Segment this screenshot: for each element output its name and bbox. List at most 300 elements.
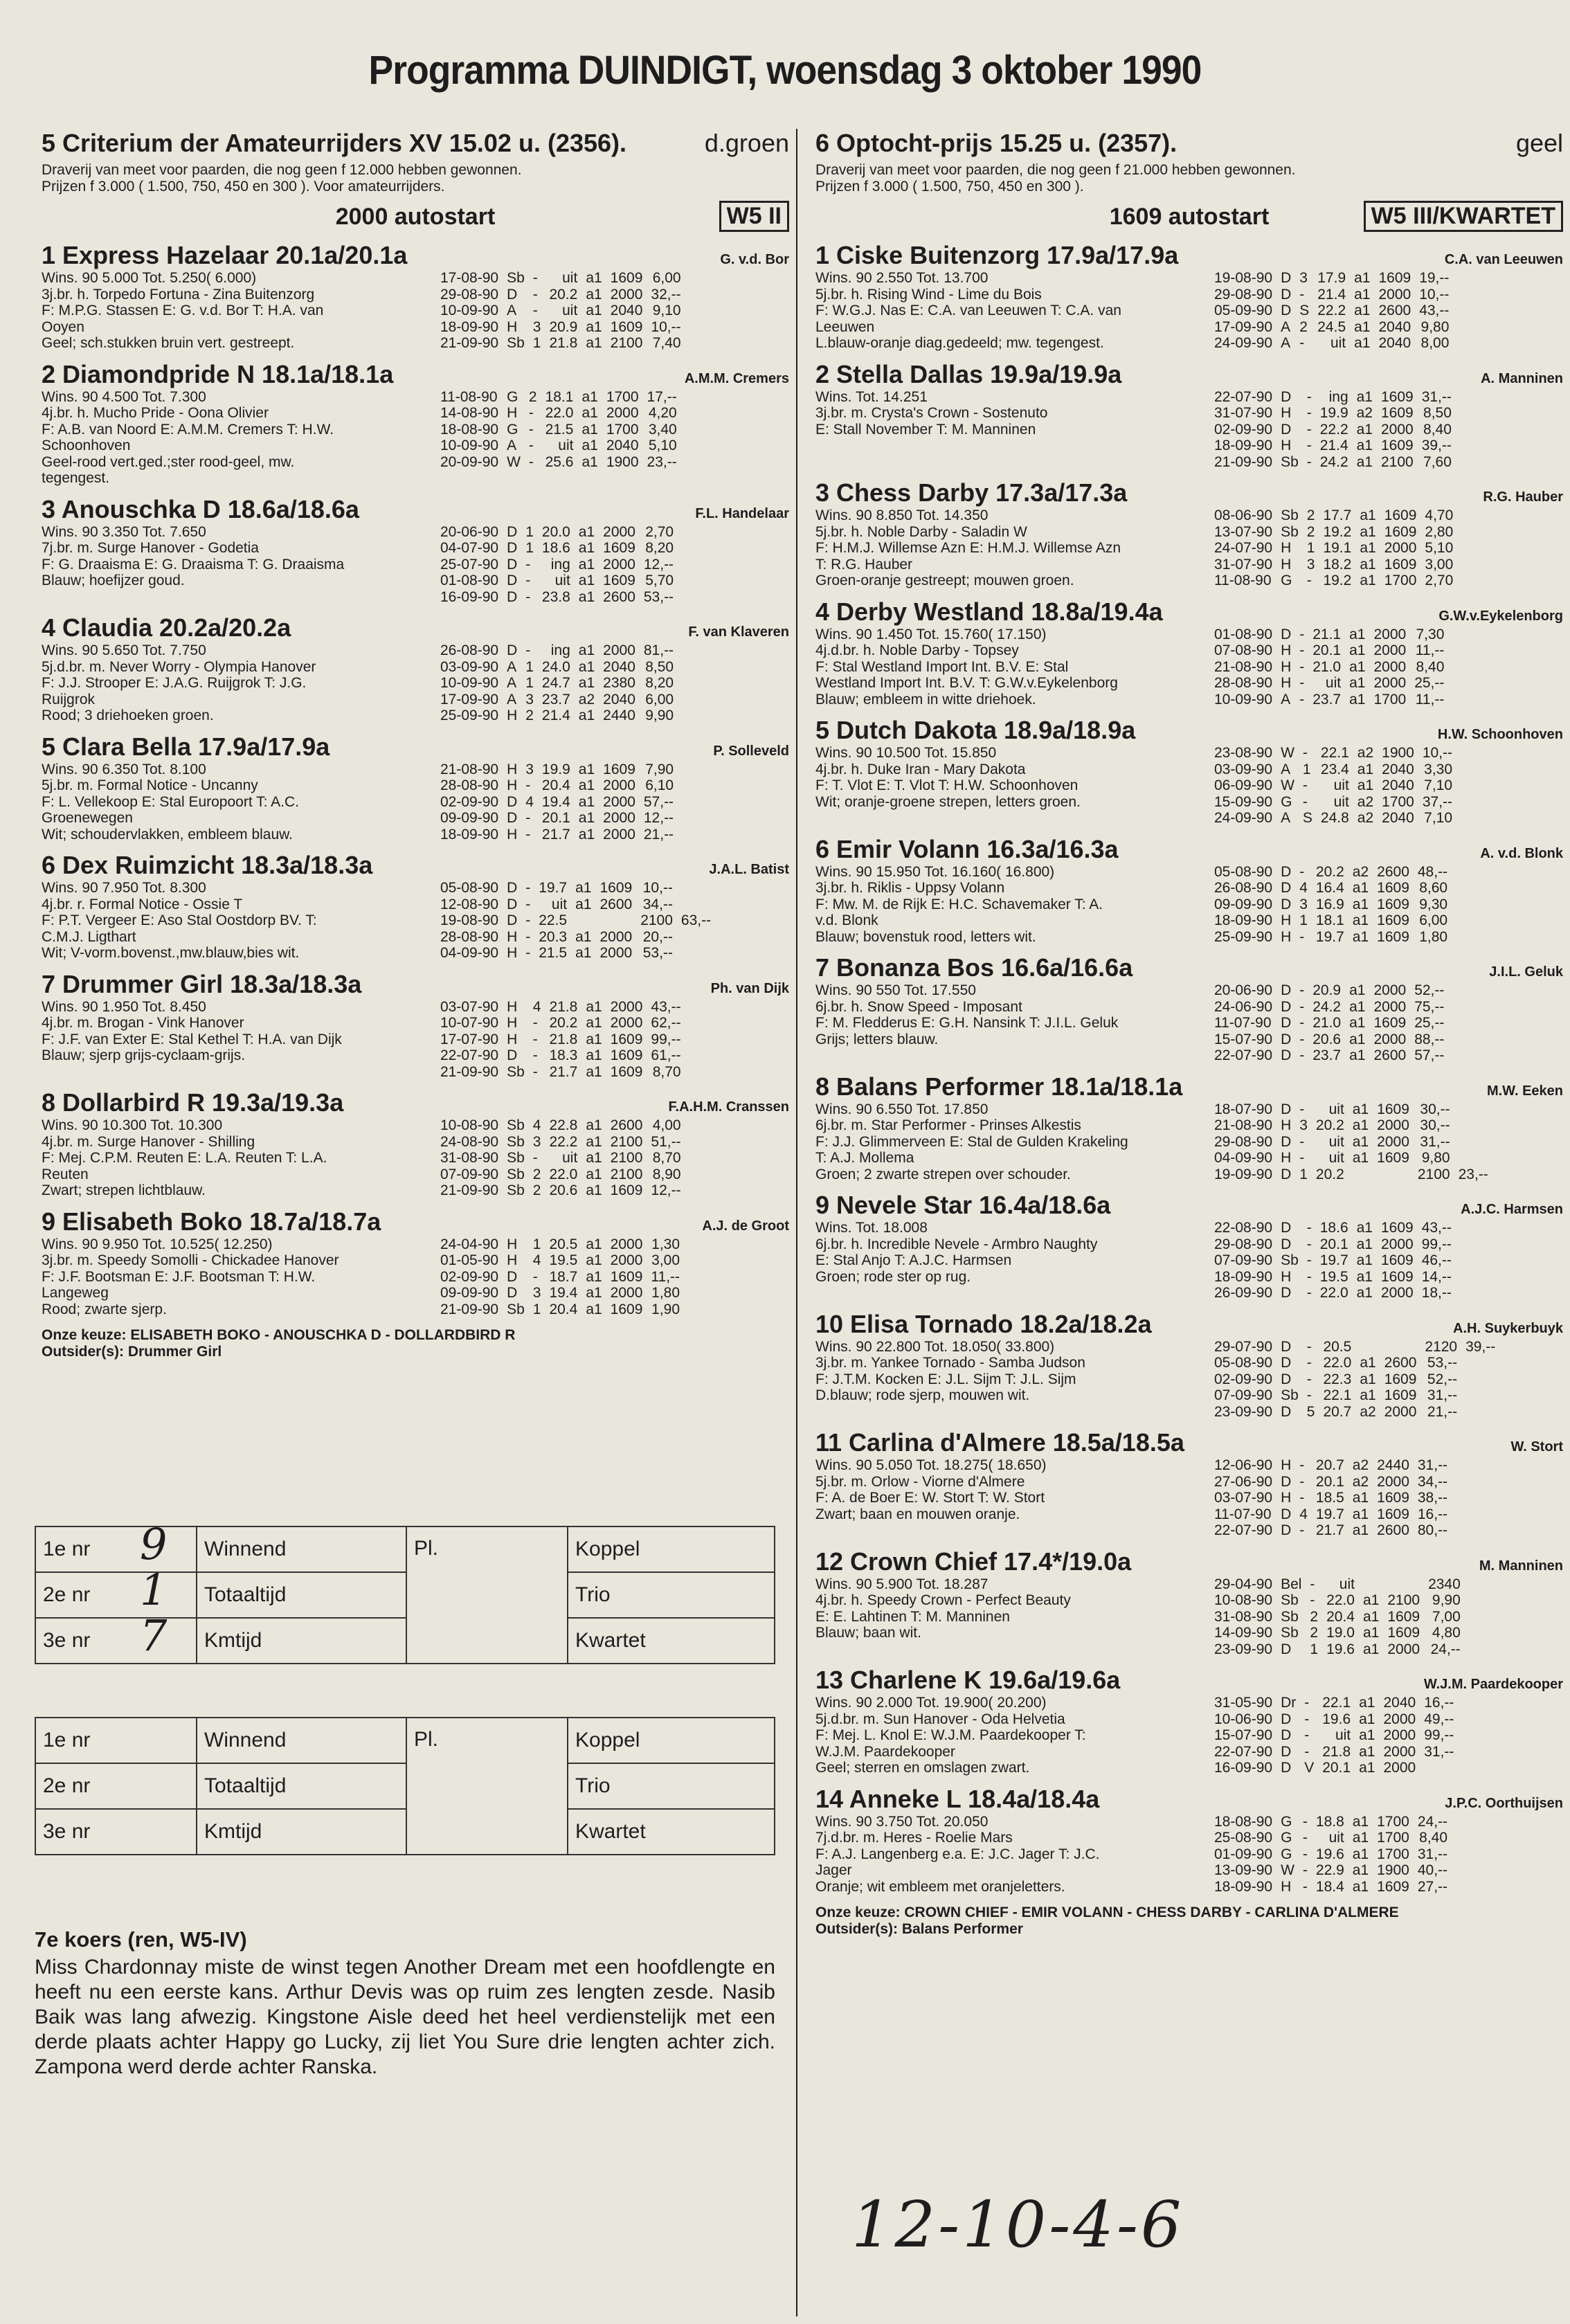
result-cell: 2000 (1384, 1403, 1417, 1420)
result-cell: a1 (1352, 912, 1369, 928)
result-cell: 99,-- (651, 1031, 681, 1047)
result-cell: 1 (1310, 1641, 1319, 1657)
result-cell: 1609 (1377, 1490, 1409, 1506)
result-cell: 1609 (1377, 1101, 1409, 1117)
result-cell: D (1281, 1220, 1292, 1236)
result-cell: 23-09-90 (1214, 1641, 1273, 1657)
result-cell: 9,90 (1432, 1592, 1461, 1608)
result-row (1210, 1641, 1473, 1658)
horse-info (42, 642, 436, 724)
result-cell: 2000 (1383, 1727, 1416, 1743)
result-cell: - (1304, 1695, 1310, 1711)
horse-name: 11 Carlina d'Almere 18.5a/18.5a (815, 1428, 1184, 1457)
result-cell: a1 (1356, 1252, 1373, 1268)
horse-info-line: 4j.d.br. h. Noble Darby - Topsey (815, 642, 1019, 658)
result-cell: A (1281, 810, 1291, 826)
result-row (436, 880, 715, 897)
result-cell: a2 (1357, 810, 1374, 826)
horse-entry (815, 1428, 1563, 1539)
result-cell: - (1306, 1220, 1312, 1236)
result-cell: 2000 (603, 523, 635, 540)
result-cell: - (1299, 1522, 1305, 1538)
result-cell: 2100 (610, 335, 643, 351)
result-cell: 1 (525, 675, 534, 691)
result-cell: 24.0 (541, 658, 570, 675)
result-cell: 7,00 (1432, 1608, 1461, 1625)
result-row (436, 573, 678, 589)
horse-info (815, 627, 1210, 708)
result-cell: a1 (586, 270, 602, 286)
result-cell: - (1306, 573, 1312, 588)
bet-nr-label: 1e nr (43, 1729, 91, 1751)
result-cell: 3 (1299, 1117, 1308, 1133)
horse-info-line: 3j.br. h. Riklis - Uppsy Volann (815, 880, 1005, 896)
result-cell: 1609 (603, 761, 635, 777)
horse-info-line: F: A. de Boer E: W. Stort T: W. Stort (815, 1490, 1045, 1506)
result-cell: a1 (1352, 1522, 1369, 1538)
result-cell: 21.5 (539, 945, 568, 961)
result-cell: a1 (578, 523, 595, 540)
trainer-name: R.G. Hauber (1483, 489, 1563, 505)
result-cell: Sb (507, 1182, 525, 1198)
result-cell: - (1299, 1031, 1305, 1047)
result-cell: 2000 (603, 826, 635, 843)
result-cell: 22.2 (1319, 421, 1348, 438)
result-row (436, 454, 681, 471)
result-cell: 1609 (1377, 928, 1409, 945)
result-cell: D (1281, 1522, 1292, 1538)
horse-info-line: W.J.M. Paardekooper (815, 1743, 955, 1760)
horse-header (42, 732, 789, 762)
horse-info-line: F: L. Vellekoop E: Stal Europoort T: A.C. (42, 793, 299, 810)
result-cell: D (507, 556, 518, 573)
horse-info-line: Geel-rood vert.ged.;ster rood-geel, mw. (42, 453, 295, 470)
result-cell: - (1299, 1015, 1305, 1031)
trainer-name: P. Solleveld (713, 743, 789, 759)
result-cell: 1 (532, 1301, 541, 1317)
result-row (1210, 897, 1452, 913)
result-cell: 1 (532, 335, 541, 351)
bet-nr-cell (35, 1718, 197, 1763)
result-cell: 75,-- (1414, 998, 1445, 1015)
horse-info-line: Wit; oranje-groene strepen, letters groen. (815, 793, 1081, 810)
result-row (1210, 1522, 1452, 1539)
result-cell: 19-08-90 (440, 912, 499, 928)
results-table (436, 524, 789, 606)
result-cell: a1 (586, 318, 602, 335)
result-cell: H (507, 1236, 518, 1252)
horse-info (815, 1101, 1210, 1183)
result-cell: a1 (1360, 507, 1376, 523)
result-cell: 28-08-90 (440, 777, 499, 793)
result-cell (595, 912, 636, 929)
result-cell: Sb (507, 1117, 525, 1133)
results-grid (1210, 1814, 1452, 1895)
results-grid (1210, 389, 1456, 471)
result-cell: a1 (575, 945, 592, 961)
result-cell: 3,30 (1424, 761, 1453, 777)
horse-info-line: F: M.P.G. Stassen E: G. v.d. Bor T: H.A. van (42, 303, 324, 318)
result-cell: 20-09-90 (440, 453, 499, 470)
result-cell: H (1281, 928, 1292, 945)
result-row (436, 287, 685, 303)
result-cell: 20.2 (549, 286, 578, 303)
result-cell: H (507, 318, 518, 335)
horse-info-line: Leeuwen (815, 318, 875, 335)
result-row (1210, 864, 1452, 881)
result-row (436, 589, 678, 606)
horse-info-line: 6j.br. h. Snow Speed - Imposant (815, 998, 1022, 1015)
horse-info-line: Groen; 2 zwarte strepen over schouder. (815, 1166, 1071, 1182)
result-cell: 1609 (610, 1047, 643, 1063)
result-cell: 25-09-90 (1214, 928, 1273, 945)
result-cell: - (1306, 453, 1312, 470)
result-cell: D (1281, 388, 1292, 405)
result-cell: D (507, 588, 518, 605)
result-cell: a1 (575, 928, 592, 945)
result-cell: 2000 (1373, 1031, 1407, 1047)
result-cell: A (1281, 691, 1291, 708)
trainer-name: J.I.L. Geluk (1489, 964, 1563, 980)
result-cell: a1 (586, 1236, 602, 1252)
results-grid (1210, 745, 1456, 827)
result-cell: 28-08-90 (1214, 675, 1273, 691)
result-cell: D (1281, 1047, 1292, 1063)
horse-info (815, 389, 1210, 471)
result-cell: 17-09-90 (1214, 318, 1273, 335)
result-cell: 18.1 (1315, 912, 1344, 928)
result-row (1210, 1150, 1492, 1166)
outsider-text: Outsider(s): Balans Performer (815, 1921, 1023, 1937)
result-cell: 1700 (1384, 573, 1417, 588)
result-cell: 12,-- (643, 810, 674, 826)
horse-info (815, 864, 1210, 946)
result-cell: uit (1330, 335, 1346, 351)
bet-row (35, 1809, 775, 1855)
horse-info-line: Wins. 90 3.350 Tot. 7.650 (42, 523, 206, 540)
result-cell: a1 (1349, 658, 1366, 675)
result-row (1210, 675, 1448, 692)
bet-nr-cell (35, 1809, 197, 1855)
result-cell: - (1306, 405, 1312, 421)
result-cell: 9,90 (645, 708, 674, 723)
result-cell: - (1299, 626, 1305, 642)
result-cell: 10-07-90 (440, 1015, 499, 1031)
result-cell: 21.1 (1312, 626, 1342, 642)
result-cell: D (507, 810, 518, 826)
result-cell: 40,-- (1417, 1862, 1448, 1878)
result-cell: a1 (1360, 1355, 1376, 1371)
horse-info (815, 1695, 1210, 1776)
horse-info-line: Groenewegen (42, 810, 133, 826)
result-cell: H (507, 1252, 518, 1268)
horse-info-line: Geel; sch.stukken bruin vert. gestreept. (42, 335, 295, 351)
result-cell: 24.7 (541, 675, 570, 691)
result-cell: 2 (525, 708, 534, 723)
result-cell: 18,-- (1421, 1285, 1452, 1301)
result-cell: - (1306, 1268, 1312, 1285)
result-cell: - (525, 777, 531, 793)
result-cell: 27,-- (1417, 1878, 1448, 1895)
result-row (1210, 810, 1456, 827)
horse-info-line: 5j.br. m. Orlow - Viorne d'Almere (815, 1473, 1025, 1490)
result-cell: a1 (1352, 1813, 1369, 1830)
result-cell: 21.7 (1315, 1522, 1344, 1538)
horse-info-line: Wins. 90 5.050 Tot. 18.275( 18.650) (815, 1457, 1047, 1473)
result-cell: - (525, 896, 531, 912)
result-cell: a1 (1349, 1015, 1366, 1031)
result-cell: 18-09-90 (440, 318, 499, 335)
result-cell: 10,-- (1419, 286, 1450, 303)
horse-info-line: F: A.B. van Noord E: A.M.M. Cremers T: H.W. (42, 421, 334, 438)
result-cell: a1 (586, 1047, 602, 1063)
result-cell: 03-09-90 (1214, 761, 1273, 777)
result-cell: 2040 (1378, 318, 1411, 335)
race-desc-line: Draverij van meet voor paarden, die nog geen f 21.000 hebben gewonnen. (815, 162, 1296, 178)
horse-name: 8 Balans Performer 18.1a/18.1a (815, 1072, 1183, 1101)
results-grid (1210, 1101, 1492, 1183)
result-cell: 5,10 (648, 438, 677, 453)
horse-header (815, 716, 1563, 745)
result-row (1210, 1576, 1473, 1593)
result-cell: D (1281, 303, 1292, 318)
result-cell: uit (1333, 777, 1349, 793)
result-cell: 31-08-90 (440, 1150, 499, 1166)
result-cell: 1609 (1377, 1878, 1409, 1895)
result-cell: Sb (1281, 1625, 1299, 1641)
result-cell: G (1281, 1846, 1292, 1862)
result-cell: 1 (532, 1236, 541, 1252)
bet-type-cell: Kwartet (568, 1618, 775, 1664)
horse-info-line: Wins. 90 2.000 Tot. 19.900( 20.200) (815, 1695, 1047, 1711)
result-cell: 1 (525, 658, 534, 675)
result-cell: 2100 (1417, 1166, 1450, 1182)
result-row (1210, 507, 1457, 524)
result-cell: 2600 (1377, 1522, 1409, 1538)
result-cell: 19.0 (1326, 1625, 1355, 1641)
result-cell: 2100 (1380, 453, 1414, 470)
result-row (1210, 1846, 1452, 1863)
result-cell: uit (1328, 1150, 1344, 1166)
start-row (42, 198, 789, 233)
result-cell: 1609 (1377, 912, 1409, 928)
result-cell: 1609 (1384, 556, 1417, 573)
race-description (815, 162, 1563, 195)
result-cell: 20.6 (549, 1182, 578, 1198)
result-cell: a1 (1352, 1150, 1369, 1166)
horse-info-line: Rood; 3 driehoeken groen. (42, 708, 214, 723)
result-cell: a1 (586, 1301, 602, 1317)
result-cell: Sb (1281, 1608, 1299, 1625)
result-cell: 06-09-90 (1214, 777, 1273, 793)
result-cell: 6,00 (652, 270, 681, 286)
result-cell: 7,40 (652, 335, 681, 351)
result-row (1210, 335, 1453, 352)
result-cell: 2000 (599, 928, 633, 945)
horse-name: 4 Claudia 20.2a/20.2a (42, 613, 291, 642)
result-row (1210, 1355, 1499, 1371)
result-cell: 8,60 (1419, 880, 1448, 896)
our-choice (42, 1327, 789, 1360)
horse-info-line: Wins. 90 4.500 Tot. 7.300 (42, 388, 206, 405)
result-cell: 29-08-90 (1214, 1133, 1273, 1150)
horse-body (815, 1695, 1563, 1776)
result-cell: a1 (1356, 1268, 1373, 1285)
results-grid (1210, 1457, 1452, 1539)
result-cell: - (1299, 928, 1305, 945)
horse-name: 7 Bonanza Bos 16.6a/16.6a (815, 953, 1133, 982)
result-cell: 8,20 (645, 540, 674, 556)
result-row (1210, 389, 1456, 406)
result-cell: 1900 (1382, 745, 1414, 761)
horse-info (815, 1220, 1210, 1301)
result-cell: 5,70 (645, 573, 674, 588)
result-cell: 18-08-90 (1214, 1813, 1273, 1830)
result-cell: 21.8 (1322, 1743, 1351, 1760)
horse-info-line: Groen-oranje gestreept; mouwen groen. (815, 573, 1074, 588)
result-cell: 21.5 (545, 421, 574, 438)
result-cell: 2000 (1378, 286, 1411, 303)
result-row (1210, 880, 1452, 897)
trainer-name: G. v.d. Bor (720, 252, 789, 267)
result-cell: a2 (1352, 1473, 1369, 1490)
result-row (436, 999, 685, 1016)
result-row (1210, 762, 1456, 778)
result-cell: - (1299, 675, 1305, 691)
horse-info (815, 982, 1210, 1064)
result-cell: 2 (1306, 523, 1315, 540)
results-table (436, 762, 789, 843)
result-cell: a1 (1352, 880, 1369, 896)
horse-info-line: Reuten (42, 1166, 89, 1182)
result-cell: A (507, 658, 517, 675)
result-cell: 3 (532, 318, 541, 335)
result-cell: 21.8 (549, 335, 578, 351)
result-cell: 31,-- (1417, 1846, 1448, 1862)
result-cell: 52,-- (1427, 1371, 1458, 1387)
result-cell: 1609 (1380, 388, 1414, 405)
result-cell: 49,-- (1424, 1711, 1454, 1727)
result-cell: a1 (578, 810, 595, 826)
result-cell: 23-09-90 (1214, 1403, 1273, 1420)
result-row (1210, 1117, 1492, 1134)
horse-info-line: F: A.J. Langenberg e.a. E: J.C. Jager T: J.C. (815, 1846, 1100, 1862)
result-cell (1465, 1576, 1473, 1593)
result-cell: 24-04-90 (440, 1236, 499, 1252)
result-cell: 2000 (1384, 540, 1417, 556)
result-cell: a1 (1354, 286, 1371, 303)
result-cell: 81,-- (643, 642, 674, 658)
horse-entry (42, 1088, 789, 1199)
result-row (1210, 1032, 1448, 1048)
result-cell: 2000 (1373, 658, 1407, 675)
result-cell: a1 (578, 793, 595, 810)
result-cell: 22-07-90 (1214, 1047, 1273, 1063)
result-cell: A (507, 438, 517, 453)
result-cell: 3 (532, 1285, 541, 1301)
horse-info-line: Wins. Tot. 14.251 (815, 388, 928, 405)
result-cell: 19,-- (1419, 270, 1450, 286)
result-cell: 13-09-90 (1214, 1862, 1273, 1878)
result-cell: 1609 (610, 318, 643, 335)
result-cell: 18-08-90 (440, 421, 499, 438)
horse-info-line: Grijs; letters blauw. (815, 1031, 939, 1047)
horse-info-line: Wins. 90 22.800 Tot. 18.050( 33.800) (815, 1338, 1055, 1355)
horse-info-line: 4j.br. h. Mucho Pride - Oona Olivier (42, 405, 269, 421)
result-cell: 24.5 (1317, 318, 1346, 335)
result-cell: H (507, 761, 518, 777)
horse-info-line: Wins. 90 550 Tot. 17.550 (815, 982, 976, 998)
results-table (436, 1236, 789, 1318)
result-cell: a1 (578, 777, 595, 793)
result-cell: - (1302, 777, 1308, 793)
bet-form-1 (35, 1519, 775, 1664)
horse-info-line: 4j.br. m. Surge Hanover - Shilling (42, 1133, 255, 1150)
result-cell: 22.1 (1320, 745, 1349, 761)
results-grid (436, 762, 678, 843)
result-cell: - (1299, 691, 1305, 708)
result-cell: a1 (1360, 523, 1376, 540)
result-cell: 22-07-90 (1214, 388, 1273, 405)
bet-type-cell: Trio (568, 1763, 775, 1809)
result-row (436, 659, 678, 676)
result-row (1210, 1101, 1492, 1118)
result-cell: 03-07-90 (440, 998, 499, 1015)
result-cell: A (507, 303, 517, 318)
result-cell: A (507, 691, 517, 708)
result-cell: 01-09-90 (1214, 1846, 1273, 1862)
result-cell: 02-09-90 (1214, 421, 1273, 438)
result-cell: 4 (1299, 880, 1308, 896)
result-cell: 12-08-90 (440, 896, 499, 912)
horse-name: 6 Emir Volann 16.3a/16.3a (815, 834, 1119, 863)
result-cell: 18-09-90 (1214, 1878, 1273, 1895)
result-cell: 1,90 (651, 1301, 680, 1317)
horse-info-line: Schoonhoven (42, 438, 131, 453)
result-cell: 2000 (610, 1236, 643, 1252)
result-cell: D (1281, 1031, 1292, 1047)
horse-name: 10 Elisa Tornado 18.2a/18.2a (815, 1309, 1152, 1338)
result-cell: 2100 (1387, 1592, 1420, 1608)
result-cell: 4 (532, 998, 541, 1015)
horse-info-line: Wins. 90 10.500 Tot. 15.850 (815, 745, 997, 761)
result-cell: 29-07-90 (1214, 1338, 1273, 1355)
result-row (1210, 1830, 1452, 1846)
result-cell: 23.7 (1312, 1047, 1342, 1063)
horse-body (815, 1576, 1563, 1658)
horse-info-line: Geel; sterren en omslagen zwart. (815, 1760, 1030, 1776)
result-cell: G (507, 421, 518, 438)
result-cell: - (1304, 1727, 1310, 1743)
result-cell: 3 (1306, 556, 1315, 573)
result-cell (1373, 1166, 1414, 1183)
result-cell: 11-07-90 (1214, 1015, 1272, 1031)
result-cell: 30,-- (1420, 1117, 1450, 1133)
result-cell: a1 (1352, 1490, 1369, 1506)
results-table (436, 880, 789, 962)
result-cell: 17-09-90 (440, 691, 499, 708)
result-cell: 19.2 (1323, 523, 1352, 540)
result-cell: D (1281, 896, 1292, 912)
result-cell: 09-09-90 (1214, 896, 1273, 912)
result-cell: 3 (1299, 896, 1308, 912)
result-cell: - (1299, 1490, 1305, 1506)
result-cell: 22-07-90 (1214, 1522, 1273, 1538)
result-cell: 21-09-90 (440, 335, 499, 351)
result-cell: - (1306, 388, 1312, 405)
result-row (1210, 1371, 1499, 1388)
result-row (1210, 287, 1453, 303)
